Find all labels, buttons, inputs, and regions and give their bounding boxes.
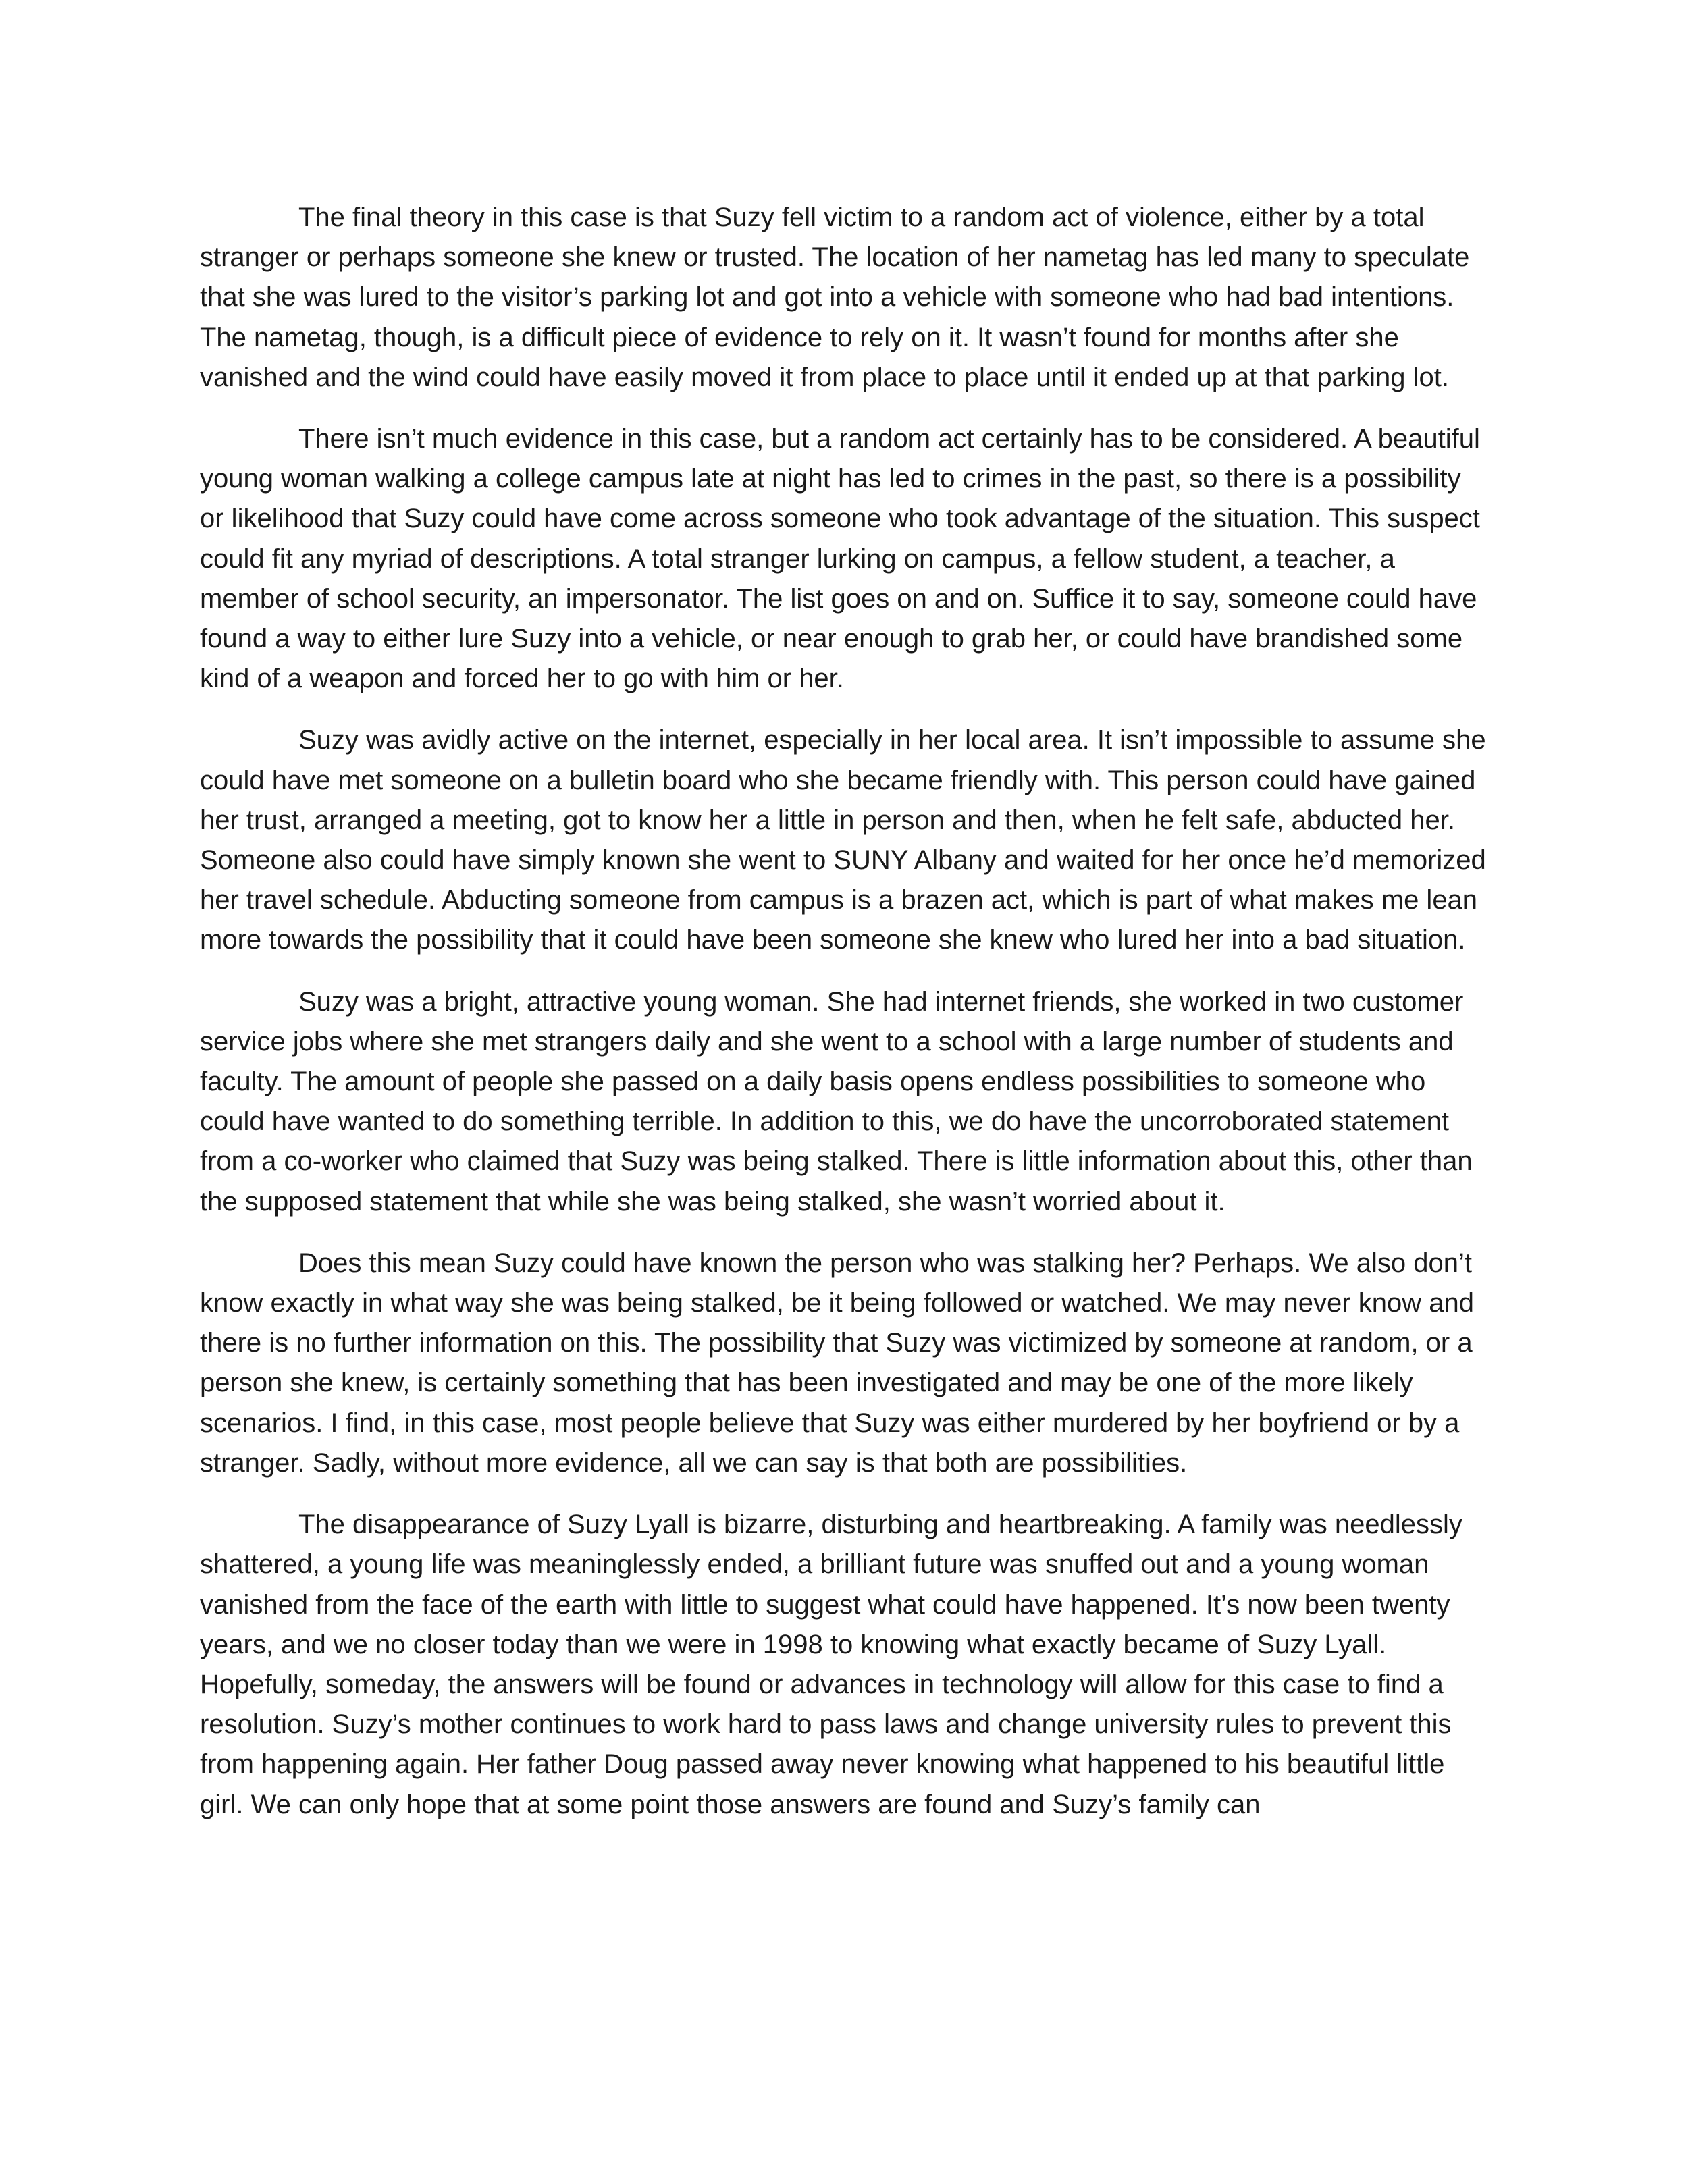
paragraph-random-act-theory: The final theory in this case is that Suzy fell victim to a random act of violence, either by a total stranger or perhaps someone she knew or trusted. The location of her nametag has led many to speculate that she was lured to the visitor’s parking lot and got into a vehicle with someone who had bad intentions. The nametag, though, is a difficult piece of evidence to rely on it. It wasn’t found for months after she vanished and the wind could have easily moved it from place to place until it ended up at that parking lot. (200, 203, 1470, 392)
paragraph-stalking-statement: Suzy was a bright, attractive young woman. She had internet friends, she worked in two customer service jobs where she met strangers daily and she went to a school with a large number of students and faculty. The amount of people she passed on a daily basis opens endless possibilities to someone who could have wanted to do something terrible. In addition to this, we do have the uncorroborated statement from a co-worker who claimed that Suzy was being stalked. There is little information about this, other than the supposed statement that while she was being stalked, she wasn’t worried about it. (200, 986, 1473, 1217)
paragraph-internet-activity: Suzy was avidly active on the internet, especially in her local area. It isn’t impossible to assume she could have met someone on a bulletin board who she became friendly with. This person could have gained her trust, arranged a meeting, got to know her a little in person and then, when he felt safe, abducted her. Someone also could have simply known she went to SUNY Albany and waited for her once he’d memorized her travel schedule. Abducting someone from campus is a brazen act, which is part of what makes me lean more towards the possibility that it could have been someone she knew who lured her into a bad situation. (200, 725, 1486, 955)
paragraph-evidence-considered: There isn’t much evidence in this case, but a random act certainly has to be considered. A beautiful young woman walking a college campus late at night has led to crimes in the past, so there is a possibility or likelihood that Suzy could have come across someone who took advantage of the situation. This suspect could fit any myriad of descriptions. A total stranger lurking on campus, a fellow student, a teacher, a member of school security, an impersonator. The list goes on and on. Suffice it to say, someone could have found a way to either lure Suzy into a vehicle, or near enough to grab her, or could have brandished some kind of a weapon and forced her to go with him or her. (200, 424, 1480, 694)
paragraph-conclusion: The disappearance of Suzy Lyall is bizarre, disturbing and heartbreaking. A family was needlessly shattered, a young life was meaninglessly ended, a brilliant future was snuffed out and a young woman vanished from the face of the earth with little to suggest what could have happened. It’s now been twenty years, and we no closer today than we were in 1998 to knowing what exactly became of Suzy Lyall. Hopefully, someday, the answers will be found or advances in technology will allow for this case to find a resolution. Suzy’s mother continues to work hard to pass laws and change university rules to prevent this from happening again. Her father Doug passed away never knowing what happened to his beautiful little girl. We can only hope that at some point those answers are found and Suzy’s family can (200, 1510, 1462, 1819)
document-page (200, 198, 1491, 1825)
paragraph-possibilities: Does this mean Suzy could have known the person who was stalking her? Perhaps. We also don’t know exactly in what way she was being stalked, be it being followed or watched. We may never know and there is no further information on this. The possibility that Suzy was victimized by someone at random, or a person she knew, is certainly something that has been investigated and may be one of the more likely scenarios. I find, in this case, most people believe that Suzy was either murdered by her boyfriend or by a stranger. Sadly, without more evidence, all we can say is that both are possibilities. (200, 1248, 1474, 1478)
